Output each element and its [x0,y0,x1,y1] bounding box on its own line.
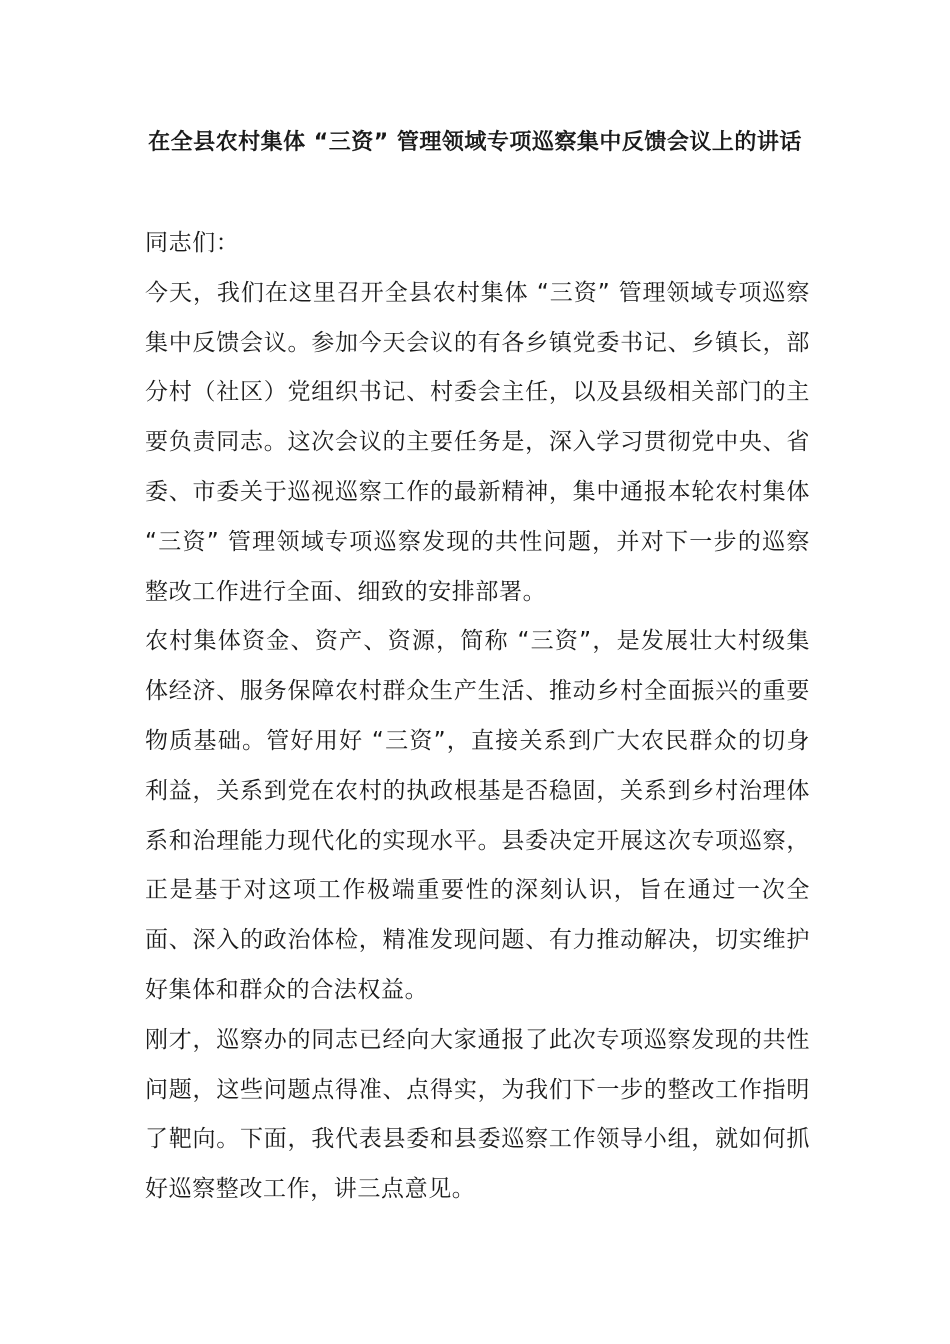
paragraph-3: 刚才，巡察办的同志已经向大家通报了此次专项巡察发现的共性问题，这些问题点得准、点得实，为我们下一步的整改工作指明了靶向。下面，我代表县委和县委巡察工作领导小组，就如何抓好巡察整改工作，讲三点意见。 [145,1026,810,1203]
document-body [145,219,810,1215]
paragraph-1: 今天，我们在这里召开全县农村集体 “三资” 管理领域专项巡察集中反馈会议。参加今天会议的有各乡镇党委书记、乡镇长，部分村（社区）党组织书记、村委会主任，以及县级相关部门的主要负责同志。这次会议的主要任务是，深入学习贯彻党中央、省委、市委关于巡视巡察工作的最新精神，集中通报本轮农村集体 “三资” 管理领域专项巡察发现的共性问题，并对下一步的巡察整改工作进行全面、细致的安排部署。 [145,279,810,605]
salutation: 同志们： [145,230,240,256]
document-title: 在全县农村集体 “三资” 管理领域专项巡察集中反馈会议上的讲话 [148,130,802,155]
paragraph-2: 农村集体资金、资产、资源，简称 “三资”，是发展壮大村级集体经济、服务保障农村群众生产生活、推动乡村全面振兴的重要物质基础。管好用好 “三资”，直接关系到广大农民群众的切身利益，关系到党在农村的执政根基是否稳固，关系到乡村治理体系和治理能力现代化的实现水平。县委决定开展这次专项巡察，正是基于对这项工作极端重要性的深刻认识，旨在通过一次全面、深入的政治体检，精准发现问题、有力推动解决，切实维护好集体和群众的合法权益。 [145,628,810,1003]
